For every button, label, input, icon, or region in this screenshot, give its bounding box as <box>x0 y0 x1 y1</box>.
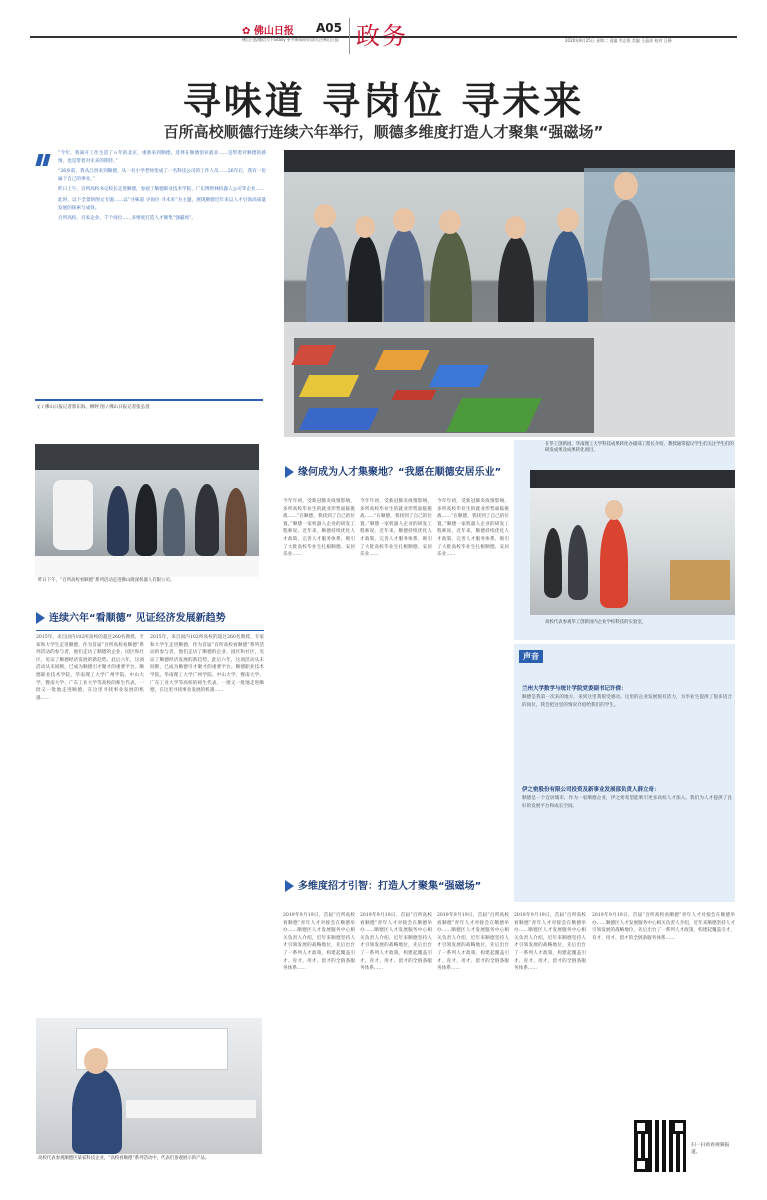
section3-col1: 2019年9月19日，首届“百所高校看顺德”青年人才对接会在顺德举办……顺德区人才发展服务中心相关负责人介绍，近年来顺德坚持人才引领发展的战略地位，先后出台了一系列人才政策，构建起覆盖引才、育才、用才、留才的全链条服务体系…… <box>283 913 355 972</box>
lead-paragraph: “26岁前，我从江西来到顺德，从一名小学老师变成了一名科技公司的工作人员……26年后，我有一份属于自己的事业。” <box>58 169 266 182</box>
lead-paragraph: 此时，以下全景的图文专题……以“寻味道 寻岗位 寻未来”为主题，展现顺德近年来以人才引领高质量发展的探索与成效。 <box>58 197 266 211</box>
qr-finder <box>634 1120 648 1134</box>
paper-name: 佛山日报 <box>253 26 294 37</box>
person <box>225 488 247 558</box>
sample-tile <box>429 365 489 387</box>
qr-finder <box>634 1158 648 1172</box>
sample-tile <box>446 398 542 432</box>
person-head <box>439 210 461 234</box>
lead-paragraph: “今年，我离开工作生活了６年的北京，重新来到顺德，选择在顺德创业就业……是带着对顺德的感情，也是带着对未来的期待。” <box>58 151 266 164</box>
person-head <box>605 500 623 520</box>
right-photo-caption: 高校代表参观华工创新园内企业学校科技的实验室。 <box>545 620 646 625</box>
person <box>107 486 129 556</box>
section1-col2: 2015年，来自国内102所高校的超过260名教授、专家和大学生走进顺德，作为首届“百所高校看顺德”系列活动的参与者，他们走访了顺德的企业、园区和社区，见证了顺德经济发展的新趋势。此后六年，这项活动从未间断，已成为顺德引才聚才的重要平台。顺德职业技术学院、华南理工大学广州学院、中山大学、暨南大学、广东工业大学等高校的师生代表，一批又一批地走进顺德，在这里寻找事业发展的机遇…… <box>150 635 264 694</box>
display-shelf <box>126 1100 256 1118</box>
main-photo <box>284 150 735 437</box>
voice1-title: 兰州大学数学与统计学院党委副书记许倩： <box>522 686 627 692</box>
newspaper-logo <box>242 22 294 37</box>
robot-arm <box>53 480 93 550</box>
person-head <box>84 1048 108 1074</box>
sample-tile <box>392 390 437 400</box>
qr-text: 扫一扫看看视频报道。 <box>691 1143 730 1155</box>
lead-rule <box>35 399 263 401</box>
section3-col5: 2019年9月19日，首届“百所高校看顺德”青年人才对接会在顺德举办……顺德区人才发展服务中心相关负责人介绍，近年来顺德坚持人才引领发展的战略地位，先后出台了一系列人才政策，构建起覆盖引才、育才、用才、留才的全链条服务体系…… <box>592 913 735 941</box>
lead-text <box>58 150 266 226</box>
voices-tag: 声音 <box>519 650 543 663</box>
sample-tile <box>299 408 379 430</box>
person-head <box>393 208 415 232</box>
top-photo-caption: 在华工创新园，华南理工大学科技成果转化办副部工程长介绍，教授通常提议学生们关注学生们的研发成果及成果转化项目。 <box>545 442 734 453</box>
voice2-title: 伊之密股份有限公司投资及新事业发展部负责人薛立奇： <box>522 787 660 793</box>
section1-title-text: 连续六年“看顺德” 见证经济发展新趋势 <box>49 613 226 624</box>
page-code: A05 <box>316 21 342 35</box>
ceiling <box>35 444 259 470</box>
sample-tile <box>374 350 429 370</box>
byline: 文 / 佛山日报记者郭东海、柳婷 图 / 佛山日报记者张弘弢 <box>36 405 150 410</box>
lead-paragraph: 百所高校、百家企业、千个岗位……多维度打造人才聚集“强磁场”。 <box>58 216 196 222</box>
bottom-photo-caption: 高校代表参观顺德区某家科技企业，“高校看顺德”系列活动中，代表们参观展示的产品。 <box>38 1156 210 1161</box>
lead-paragraph: 昨日上午，百所高校书记校长走进顺德，参观了顺德职业技术学院、广东博智林机器人公司等企业…… <box>58 187 265 193</box>
section-name: 政务 <box>356 22 408 50</box>
section1-col1: 2015年，来自国内102所高校的超过260名教授、专家和大学生走进顺德，作为首届“百所高校看顺德”系列活动的参与者，他们走访了顺德的企业、园区和社区，见证了顺德经济发展的新趋势。此后六年，这项活动从未间断，已成为顺德引才聚才的重要平台。顺德职业技术学院、华南理工大学广州学院、中山大学、暨南大学、广东工业大学等高校的师生代表，一批又一批地走进顺德，在这里寻找事业发展的机遇…… <box>36 635 144 701</box>
masthead-divider <box>349 18 350 54</box>
person <box>568 525 588 600</box>
person-head <box>505 216 526 239</box>
section3-col4: 2019年9月19日，首届“百所高校看顺德”青年人才对接会在顺德举办……顺德区人才发展服务中心相关负责人介绍，近年来顺德坚持人才引领发展的战略地位，先后出台了一系列人才政策，构建起覆盖引才、育才、用才、留才的全链条服务体系…… <box>514 913 586 972</box>
person <box>163 488 185 558</box>
exhibit-photo <box>36 1018 262 1154</box>
person <box>135 484 157 556</box>
triangle-icon <box>285 466 294 478</box>
triangle-icon <box>285 880 294 892</box>
person <box>72 1068 122 1154</box>
section2-col3: 今年年初，受新冠肺炎疫情影响，多所高校毕业生的就业形势面临挑战……“在顺德，我找到了自己的位置。”顺德一家机器人企业的研发工程师说。近年来，顺德持续优化人才政策，完善人才服务体系，吸引了大批高校毕业生扎根顺德、安居乐业…… <box>437 499 509 558</box>
date-line: 2020年8月25日 星期二 责编 韦志锐 美编 王晶冰 校对 汪静 <box>565 38 672 43</box>
left-photo-caption: 昨日下午，“百所高校看顺德”系列活动走进佛山隆深机器人有限公司。 <box>38 578 175 583</box>
person-head <box>557 208 579 232</box>
robot-lab-photo <box>35 444 259 577</box>
masthead-sub: 佛山日报微信号 FSdaily 更多新闻资讯请关注佛山日报 <box>242 37 339 42</box>
workbench <box>670 560 730 600</box>
section2-title <box>285 466 505 478</box>
section1-rule <box>36 630 264 631</box>
headline-main: 寻味道 寻岗位 寻未来 <box>182 78 585 123</box>
logo-icon: ✿ <box>242 26 251 37</box>
person-head <box>614 172 638 200</box>
sample-tile <box>299 375 359 397</box>
person <box>195 484 219 556</box>
ceiling <box>530 470 735 488</box>
section2-col1: 今年年初，受新冠肺炎疫情影响，多所高校毕业生的就业形势面临挑战……“在顺德，我找到了自己的位置。”顺德一家机器人企业的研发工程师说。近年来，顺德持续优化人才政策，完善人才服务体系，吸引了大批高校毕业生扎根顺德、安居乐业…… <box>283 499 355 558</box>
triangle-icon <box>36 612 45 624</box>
headline-sub: 百所高校顺德行连续六年举行，顺德多维度打造人才聚集“强磁场” <box>163 123 604 141</box>
quote-icon <box>35 152 51 168</box>
qr-finder <box>672 1120 686 1134</box>
section2-title-text: 缘何成为人才集聚地？“我愿在顺德安居乐业” <box>298 467 502 478</box>
voice2-text: 顺德是一个宜居城市，作为一家顺德企业，伊之密希望能吸引更多高校人才加入，我们为人才提供了良好的发展平台和成长空间。 <box>522 796 732 809</box>
section3-col2: 2019年9月19日，首届“百所高校看顺德”青年人才对接会在顺德举办……顺德区人才发展服务中心相关负责人介绍，近年来顺德坚持人才引领发展的战略地位，先后出台了一系列人才政策，构建起覆盖引才、育才、用才、留才的全链条服务体系…… <box>360 913 432 972</box>
person-head <box>314 204 336 228</box>
section3-title-text: 多维度招才引智：打造人才聚集“强磁场” <box>298 881 482 892</box>
section1-title <box>36 612 264 624</box>
caption-band <box>35 556 259 577</box>
section3-title <box>285 880 515 892</box>
person <box>544 528 562 598</box>
qr-code-icon[interactable] <box>634 1120 686 1172</box>
person-head <box>355 216 375 238</box>
voice1-text: 顺德是我第一次来的地方，来到这里我很受感动。这里的企业发展很有活力，为毕业生提供了很多适合的岗位，我会把这里的情况介绍给我们的学生。 <box>522 695 732 708</box>
section2-col2: 今年年初，受新冠肺炎疫情影响，多所高校毕业生的就业形势面临挑战……“在顺德，我找到了自己的位置。”顺德一家机器人企业的研发工程师说。近年来，顺德持续优化人才政策，完善人才服务体系，吸引了大批高校毕业生扎根顺德、安居乐业…… <box>360 499 432 558</box>
section3-col3: 2019年9月19日，首届“百所高校看顺德”青年人才对接会在顺德举办……顺德区人才发展服务中心相关负责人介绍，近年来顺德坚持人才引领发展的战略地位，先后出台了一系列人才政策，构建起覆盖引才、育才、用才、留才的全链条服务体系…… <box>437 913 509 972</box>
lab-photo <box>530 470 735 615</box>
person <box>600 518 628 608</box>
